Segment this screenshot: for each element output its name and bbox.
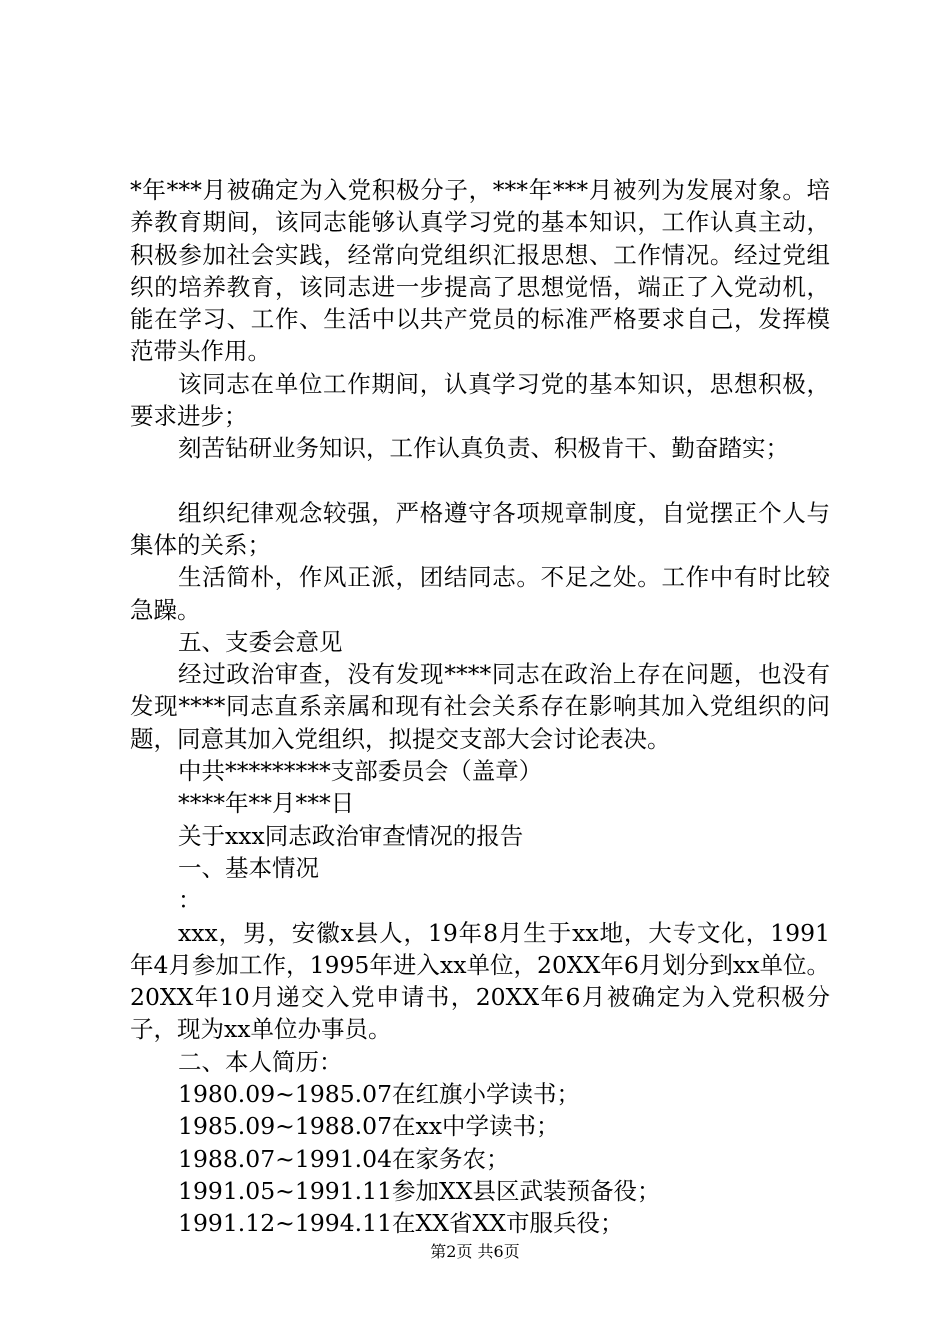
- paragraph-lifestyle: 生活简朴，作风正派，团结同志。不足之处。工作中有时比较急躁。: [130, 563, 830, 624]
- section-heading-committee-opinion: 五、支委会意见: [178, 627, 343, 656]
- document-body: [130, 174, 830, 1240]
- colon-line: ：: [178, 886, 202, 915]
- section-heading-resume: 二、本人简历：: [178, 1047, 343, 1076]
- paragraph-review-conclusion: 经过政治审查，没有发现****同志在政治上存在问题，也没有发现****同志直系亲属和现有社会关系存在影响其加入党组织的问题，同意其加入党组织，拟提交支部大会讨论表决。: [130, 660, 830, 753]
- paragraph-spacer: [130, 465, 830, 497]
- paragraph-professional-study: 刻苦钻研业务知识，工作认真负责、积极肯干、勤奋踏实；: [178, 434, 789, 463]
- resume-entry: 1991.05~1991.11参加XX县区武装预备役；: [178, 1176, 661, 1205]
- resume-entry: 1991.12~1994.11在XX省XX市服兵役；: [178, 1209, 624, 1238]
- paragraph-basic-info: xxx，男，安徽x县人，19年8月生于xx地，大专文化，1991年4月参加工作，1995年进入xx单位，20XX年6月划分到xx单位。20XX年10月递交入党申请书，20XX年6月被确定为入党积极分子，现为xx单位办事员。: [130, 918, 830, 1044]
- section-heading-basic-info: 一、基本情况: [178, 853, 319, 882]
- resume-entry: 1980.09~1985.07在红旗小学读书；: [178, 1080, 581, 1109]
- resume-entry: 1985.09~1988.07在xx中学读书；: [178, 1112, 560, 1141]
- signature-committee: 中共*********支部委员会（盖章）: [178, 757, 543, 786]
- paragraph-work-attitude: 该同志在单位工作期间，认真学习党的基本知识，思想积极，要求进步；: [130, 369, 830, 431]
- paragraph-development-status: *年***月被确定为入党积极分子，***年***月被列为发展对象。培养教育期间，该同志能够认真学习党的基本知识，工作认真主动，积极参加社会实践，经常向党组织汇报思想、工作情况。经过党组织的培养教育，该同志进一步提高了思想觉悟，端正了入党动机，能在学习、工作、生活中以共产党员的标准严格要求自己，发挥模范带头作用。: [130, 176, 830, 366]
- signature-date: ****年**月***日: [178, 789, 355, 818]
- page-footer: 第2页 共6页: [430, 1242, 520, 1261]
- paragraph-discipline: 组织纪律观念较强，严格遵守各项规章制度，自觉摆正个人与集体的关系；: [130, 498, 830, 559]
- report-title: 关于xxx同志政治审查情况的报告: [178, 821, 524, 850]
- resume-entry: 1988.07~1991.04在家务农；: [178, 1144, 510, 1173]
